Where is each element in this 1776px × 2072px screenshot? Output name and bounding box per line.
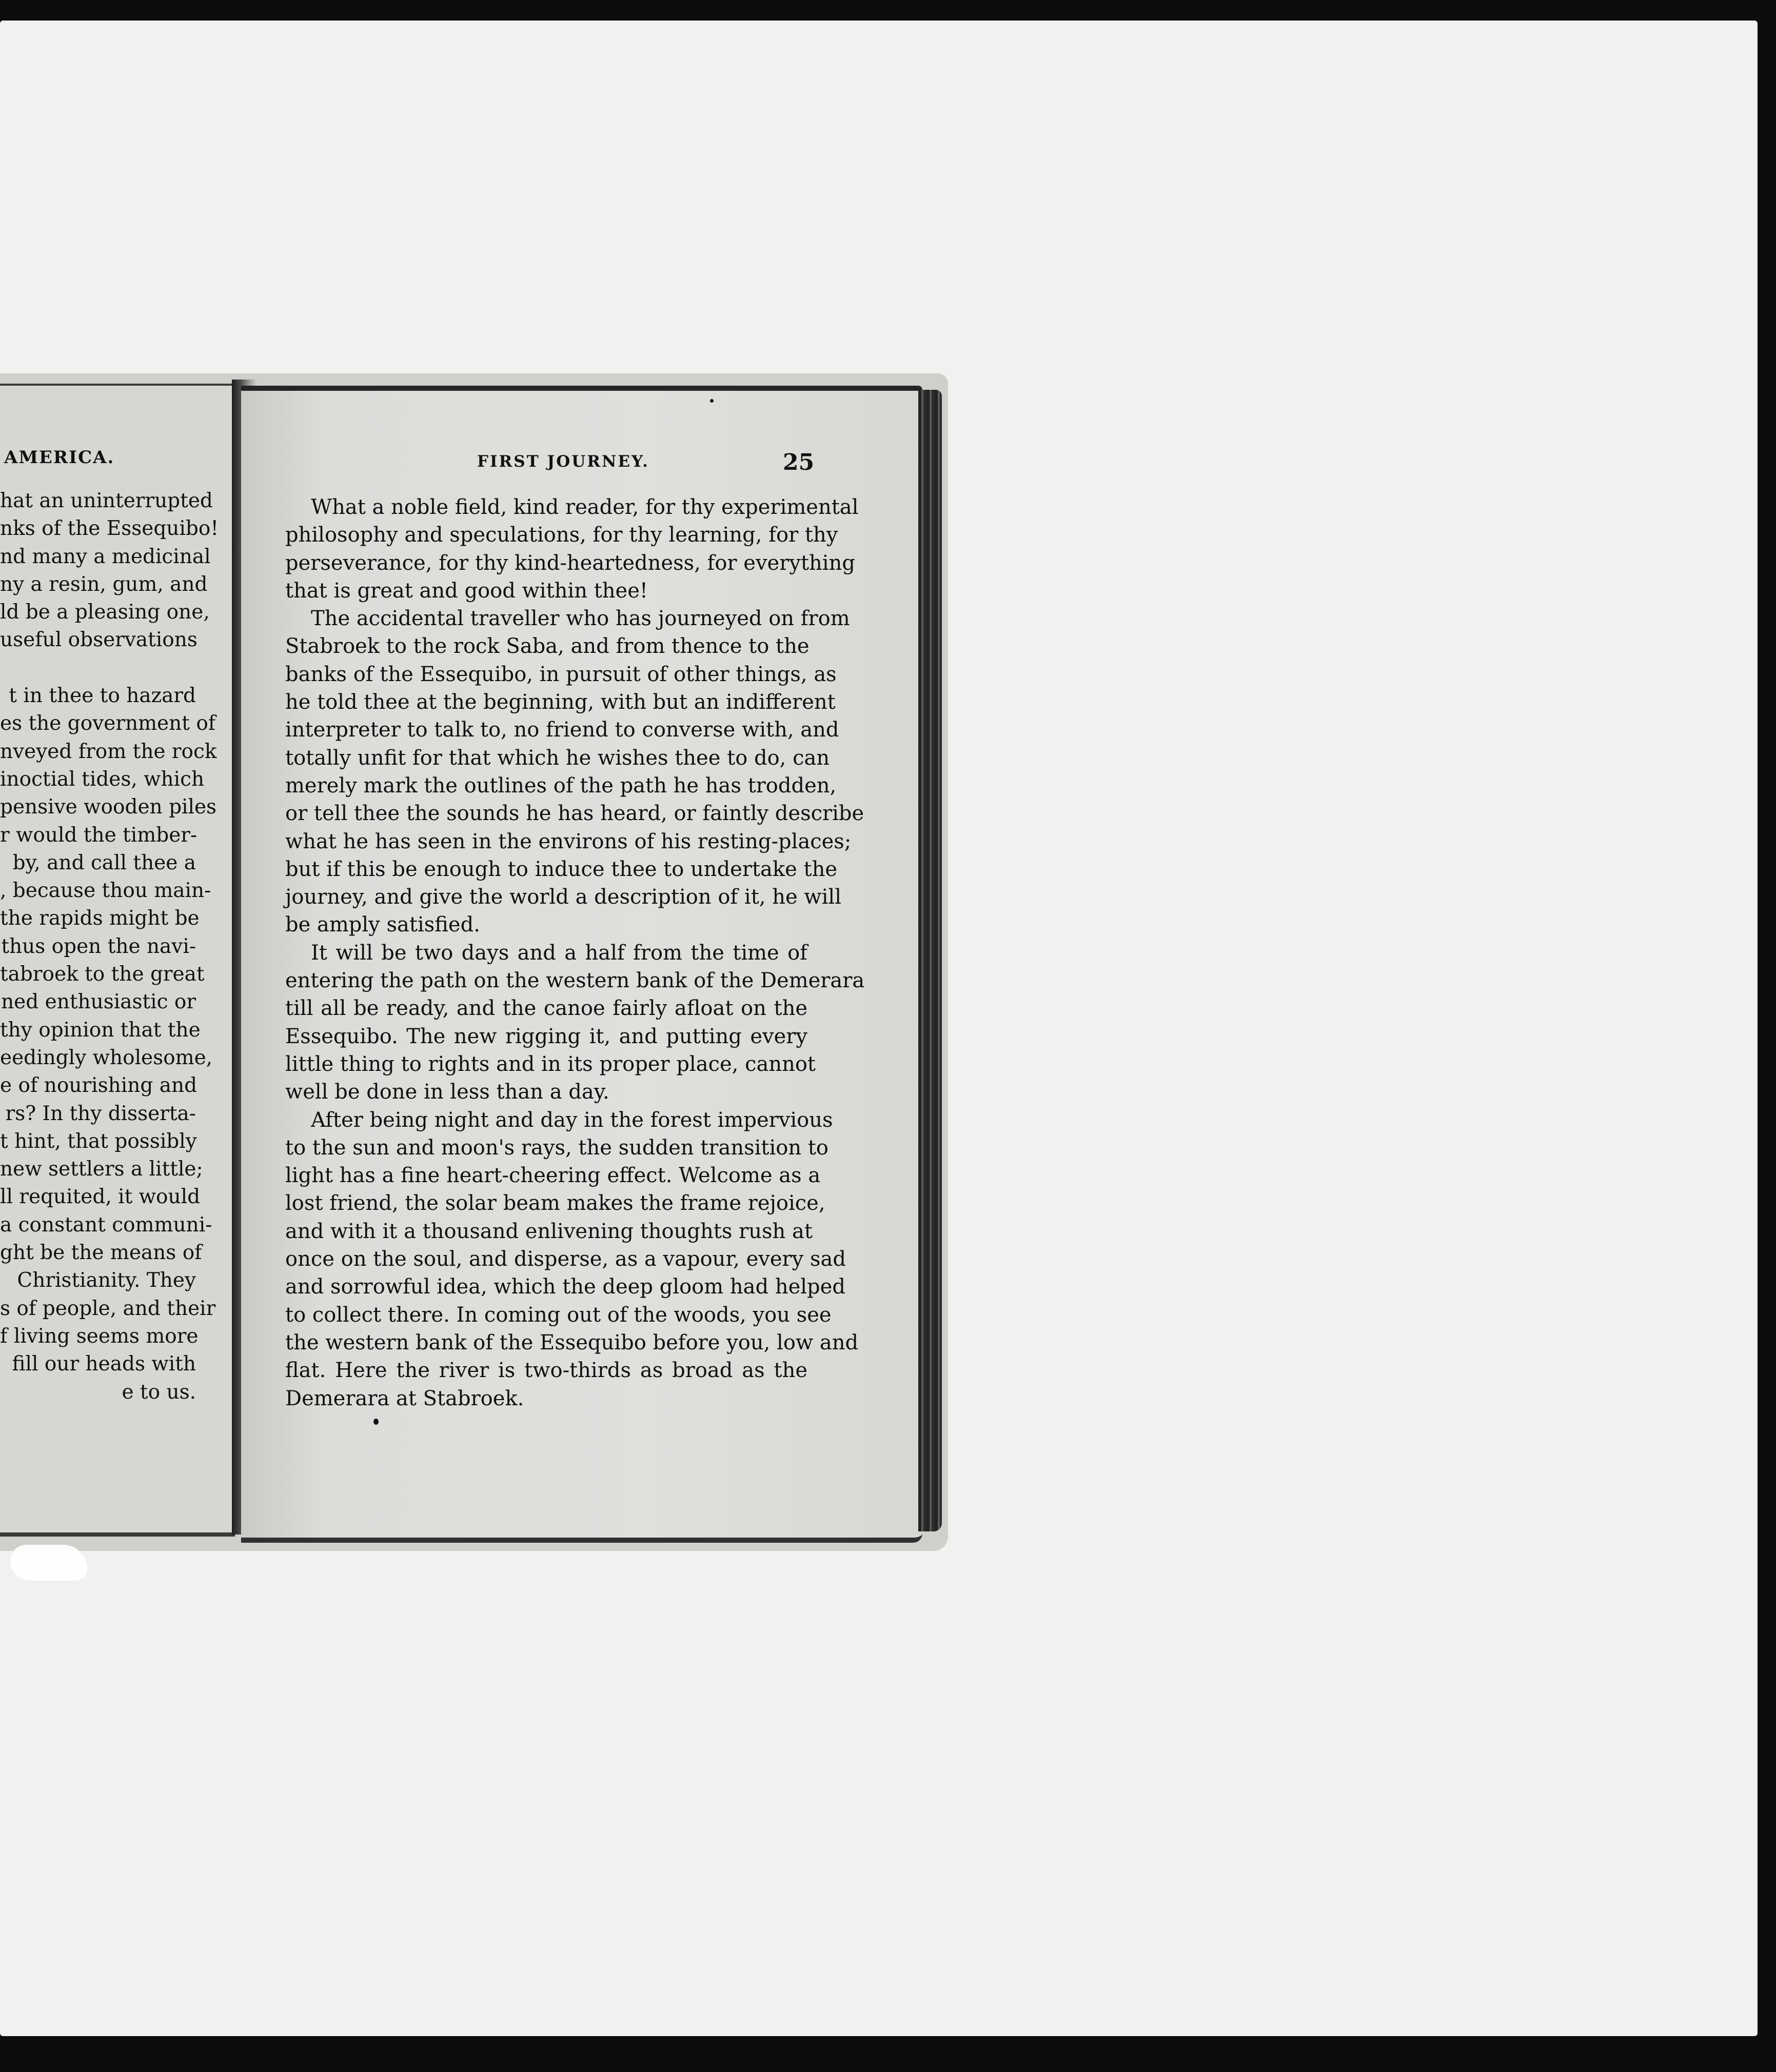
film-mark <box>531 0 539 11</box>
text-line: lost friend, the solar beam makes the frame rejoice, <box>285 1191 825 1216</box>
text-line: interpreter to talk to, no friend to converse with, and <box>285 718 839 742</box>
text-line: the rapids might be <box>0 907 200 930</box>
text-line: and with it a thousand enlivening thoughts rush at <box>285 1219 813 1243</box>
text-line: rs? In thy disserta- <box>5 1102 196 1125</box>
text-line: a constant communi- <box>0 1213 212 1237</box>
text-line: perseverance, for thy kind-heartedness, for everything <box>285 551 855 575</box>
text-line: journey, and give the world a description of it, he will <box>285 885 841 909</box>
left-page-text <box>0 487 219 1406</box>
text-line: f living seems more <box>0 1324 199 1348</box>
film-mark <box>0 0 7 11</box>
text-line: the western bank of the Essequibo before you, low and <box>285 1330 859 1354</box>
text-line: and sorrowful idea, which the deep gloom had helped <box>285 1275 845 1299</box>
text-line: e of nourishing and <box>0 1074 198 1098</box>
text-line: ll requited, it would <box>0 1185 201 1209</box>
text-line: light has a fine heart-cheering effect. Welcome as a <box>285 1164 821 1188</box>
text-line: Stabroek to the rock Saba, and from thence to the <box>285 634 810 659</box>
text-line: It will be two days and a half from the time of <box>311 941 807 965</box>
text-line: be amply satisfied. <box>285 913 480 937</box>
text-line: Essequibo. The new rigging it, and putting every <box>285 1024 807 1048</box>
text-line: ned enthusiastic or <box>1 990 196 1014</box>
text-line: t hint, that possibly <box>0 1129 197 1153</box>
text-line: new settlers a little; <box>0 1158 203 1181</box>
text-line: Christianity. They <box>17 1269 196 1292</box>
text-line: pensive wooden piles <box>0 795 217 819</box>
text-line: what he has seen in the environs of his resting-places; <box>285 829 852 853</box>
text-line: What a noble field, kind reader, for thy experimental <box>311 495 859 519</box>
paragraph <box>285 939 865 1106</box>
film-mark <box>1102 0 1109 11</box>
text-line: nd many a medicinal <box>0 545 211 568</box>
paragraph <box>285 605 864 939</box>
text-line: that is great and good within thee! <box>285 579 648 603</box>
text-line: till all be ready, and the canoe fairly afloat on the <box>285 997 807 1021</box>
text-line: to the sun and moon's rays, the sudden transition to <box>285 1135 828 1160</box>
text-line: once on the soul, and disperse, as a vapour, every sad <box>285 1247 846 1271</box>
ink-speck <box>373 1419 379 1425</box>
scan-scuff-mark <box>10 1545 87 1581</box>
text-line <box>0 654 196 682</box>
text-line: eedingly wholesome, <box>0 1046 213 1069</box>
page-number: 25 <box>783 449 815 475</box>
text-line: thy opinion that the <box>0 1018 201 1042</box>
ink-speck <box>710 399 714 403</box>
text-line: to collect there. In coming out of the woods, you see <box>285 1303 832 1327</box>
text-line: nks of the Essequibo! <box>0 517 219 541</box>
text-line: flat. Here the river is two-thirds as broad as the <box>285 1359 807 1383</box>
text-line: ny a resin, gum, and <box>0 572 208 596</box>
text-line: fill our heads with <box>12 1352 196 1376</box>
text-line: totally unfit for that which he wishes thee to do, can <box>285 746 830 770</box>
text-line: he told thee at the beginning, with but an indifferent <box>285 690 836 714</box>
text-line: entering the path on the western bank of the Demerara <box>285 969 865 993</box>
text-line: , because thou main- <box>0 879 211 903</box>
text-line: The accidental traveller who has journeyed on from <box>311 607 850 631</box>
text-line: r would the timber- <box>0 823 198 847</box>
text-line: inoctial tides, which <box>0 767 205 791</box>
text-line: philosophy and speculations, for thy learning, for thy <box>285 523 838 547</box>
right-running-head: FIRST JOURNEY. <box>477 452 649 471</box>
film-mark <box>1768 0 1775 11</box>
text-line: t in thee to hazard <box>9 684 196 708</box>
text-line: tabroek to the great <box>0 963 205 986</box>
page-edges <box>918 390 942 1531</box>
text-line: es the government of <box>0 712 216 735</box>
text-line: little thing to rights and in its proper place, cannot <box>285 1052 816 1076</box>
text-line: s of people, and their <box>0 1297 216 1320</box>
paragraph <box>285 493 859 605</box>
text-line: but if this be enough to induce thee to undertake the <box>285 857 838 881</box>
right-page-text <box>285 493 865 1412</box>
paragraph <box>285 1106 859 1412</box>
text-line: useful observations <box>0 628 198 652</box>
text-line: merely mark the outlines of the path he has trodden, <box>285 773 837 798</box>
text-line: ld be a pleasing one, <box>0 601 210 624</box>
text-line: or tell thee the sounds he has heard, or faintly describe <box>285 802 864 826</box>
text-line: by, and call thee a <box>12 851 196 874</box>
text-line: ght be the means of <box>0 1241 202 1265</box>
text-line: nveyed from the rock <box>0 740 217 763</box>
text-line: well be done in less than a day. <box>285 1080 609 1104</box>
text-line: thus open the navi- <box>1 934 196 958</box>
text-line: e to us. <box>122 1380 196 1404</box>
text-line: banks of the Essequibo, in pursuit of other things, as <box>285 662 837 686</box>
top-film-edge <box>0 0 1776 21</box>
text-line: After being night and day in the forest impervious <box>311 1108 833 1132</box>
left-running-head: AMERICA. <box>4 447 115 468</box>
text-line: hat an uninterrupted <box>0 489 213 512</box>
text-line: Demerara at Stabroek. <box>285 1386 524 1410</box>
